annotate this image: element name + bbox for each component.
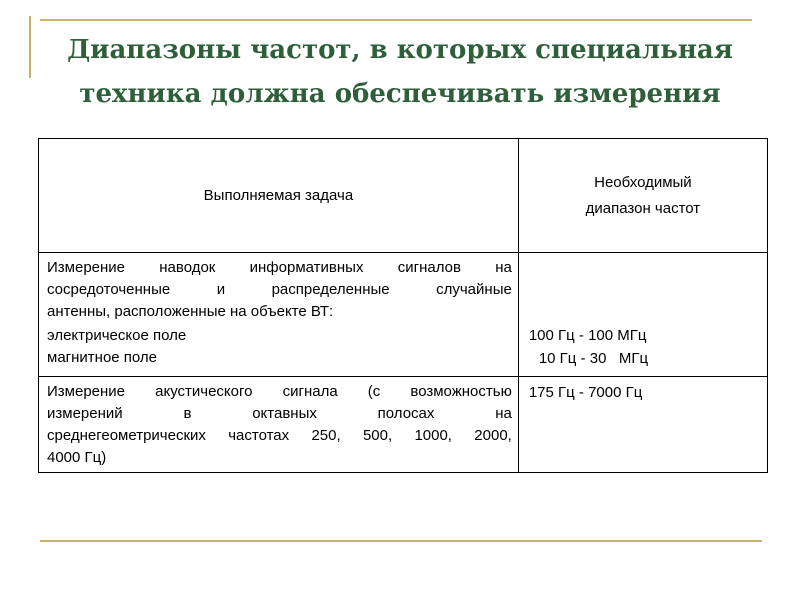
title-line-1: Диапазоны частот, в которых специальная	[67, 35, 733, 65]
subtask-magnetic: магнитное поле	[47, 349, 158, 366]
task-cell	[39, 377, 519, 473]
range-cell	[518, 253, 767, 377]
range-value: 100 Гц - 100 МГц	[528, 327, 647, 344]
task-text-line: 4000 Гц)	[47, 449, 107, 466]
subtask-electric: электрическое поле	[47, 327, 187, 344]
range-value: 10 Гц - 30 МГц	[538, 350, 649, 367]
task-text-line: измерений в октавных полосах на	[47, 405, 512, 422]
header-range-line-1: Необходимый	[594, 173, 692, 191]
table-row	[39, 377, 768, 473]
header-task-label: Выполняемая задача	[203, 187, 354, 204]
range-value: 175 Гц - 7000 Гц	[528, 384, 643, 401]
header-task	[39, 139, 519, 253]
frequency-table	[38, 138, 768, 473]
task-cell	[39, 253, 519, 377]
task-text-line: среднегеометрических частотах 250, 500, 1000, 2000,	[47, 427, 512, 444]
header-range-line-2: диапазон частот	[585, 199, 701, 217]
slide-title	[35, 28, 765, 116]
table-row	[39, 253, 768, 377]
frame-rule-bottom	[40, 540, 762, 542]
task-text-line: Измерение акустического сигнала (с возможностью	[47, 383, 512, 400]
task-text-line: сосредоточенные и распределенные случайные	[47, 281, 512, 298]
frame-rule-top	[40, 19, 752, 21]
frame-rule-left	[29, 16, 31, 78]
task-text-line: Измерение наводок информативных сигналов на	[47, 259, 512, 276]
title-line-2: техника должна обеспечивать измерения	[79, 79, 721, 109]
task-text-line: антенны, расположенные на объекте ВТ:	[47, 303, 334, 320]
header-range	[518, 139, 767, 253]
range-cell	[518, 377, 767, 473]
table-header-row	[39, 139, 768, 253]
